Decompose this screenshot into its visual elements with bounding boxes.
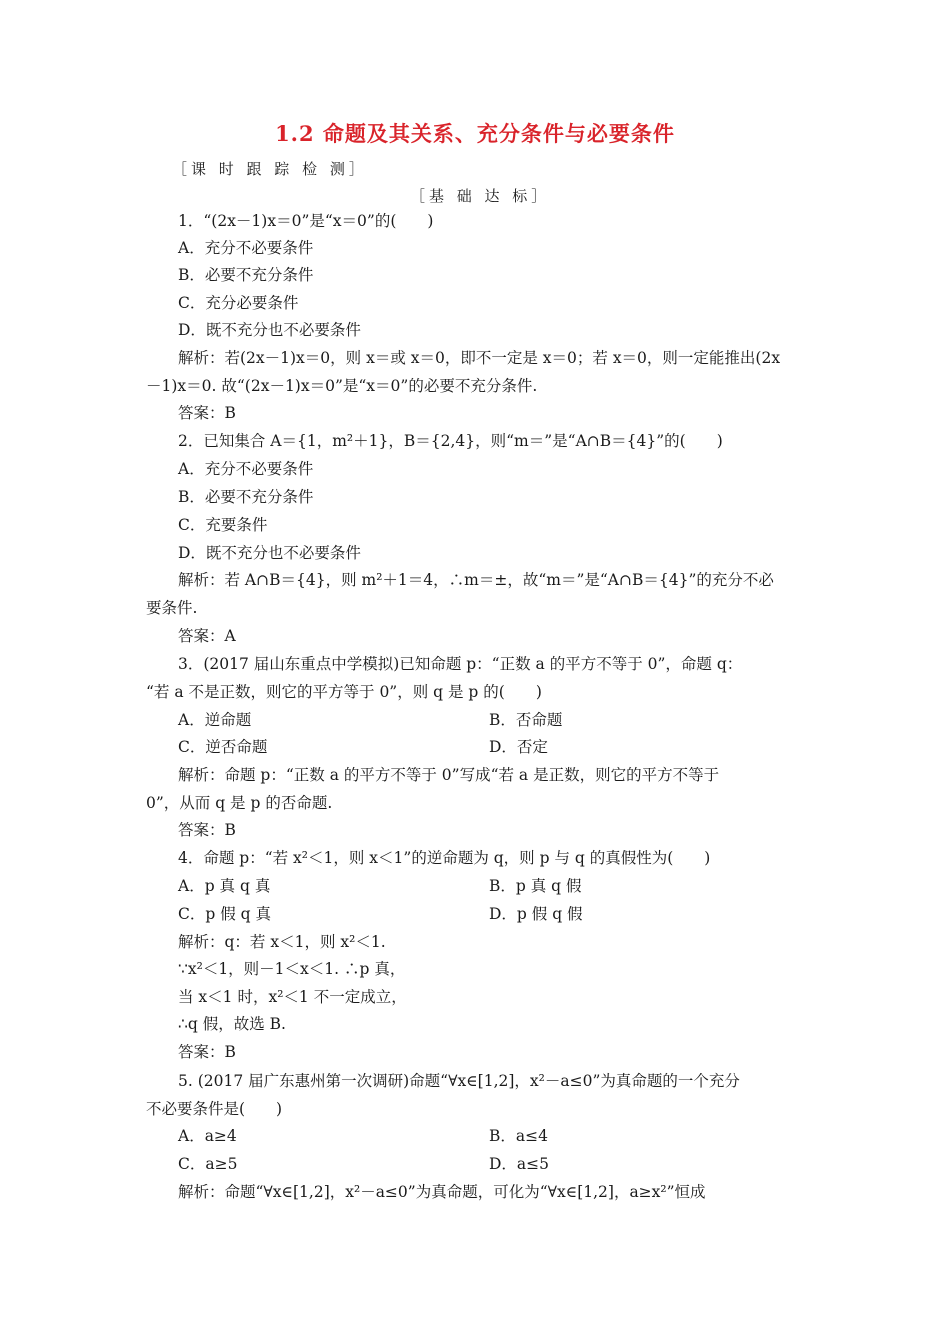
- q5-analysis-line: 解析：命题“∀x∈[1,2]，x²－a≤0”为真命题，可化为“∀x∈[1,2]，a≥x²”恒成: [178, 1183, 706, 1201]
- q4-analysis-line: 解析：q：若 x＜1，则 x²＜1.: [178, 933, 386, 951]
- q4-option-c: C．p 假 q 真: [178, 905, 271, 923]
- q4-analysis-line: ∴q 假，故选 B.: [178, 1015, 286, 1033]
- q3-option-d: D．否定: [489, 738, 548, 756]
- q3-stem: “若 a 不是正数，则它的平方等于 0”，则 q 是 p 的( ): [146, 683, 542, 701]
- q1-analysis-line: －1)x＝0. 故“(2x－1)x＝0”是“x＝0”的必要不充分条件.: [146, 377, 538, 395]
- q1-option-d: D．既不充分也不必要条件: [178, 321, 361, 339]
- q3-answer: 答案：B: [178, 821, 236, 839]
- page-title: 1.2 命题及其关系、充分条件与必要条件: [275, 121, 675, 146]
- q3-stem: 3．(2017 届山东重点中学模拟)已知命题 p：“正数 a 的平方不等于 0”，命题 q：: [178, 655, 743, 673]
- q2-option-d: D．既不充分也不必要条件: [178, 544, 361, 562]
- q4-stem: 4．命题 p：“若 x²＜1，则 x＜1”的逆命题为 q，则 p 与 q 的真假性为( ): [178, 849, 711, 867]
- q3-analysis-line: 0”，从而 q 是 p 的否命题.: [146, 794, 333, 812]
- q2-analysis-line: 解析：若 A∩B＝{4}，则 m²＋1＝4，∴m＝±，故“m＝”是“A∩B＝{4}”的充分不必: [178, 571, 774, 589]
- q1-option-c: C．充分必要条件: [178, 294, 299, 312]
- q1-analysis-line: 解析：若(2x－1)x＝0，则 x＝或 x＝0，即不一定是 x＝0；若 x＝0，则一定能推出(2x: [178, 349, 781, 367]
- q5-option-c: C．a≥5: [178, 1155, 238, 1173]
- q2-option-a: A．充分不必要条件: [178, 460, 314, 478]
- section-tag: ［课 时 跟 踪 检 测］: [172, 160, 368, 178]
- q2-answer: 答案：A: [178, 627, 236, 645]
- q5-stem: 5. (2017 届广东惠州第一次调研)命题“∀x∈[1,2]，x²－a≤0”为真命题的一个充分: [178, 1072, 740, 1090]
- q5-option-d: D．a≤5: [489, 1155, 550, 1173]
- q2-option-c: C．充要条件: [178, 516, 268, 534]
- q5-option-a: A．a≥4: [178, 1127, 237, 1145]
- q2-option-b: B．必要不充分条件: [178, 488, 314, 506]
- q4-analysis-line: 当 x＜1 时，x²＜1 不一定成立，: [178, 988, 407, 1006]
- q2-analysis-line: 要条件.: [146, 599, 198, 617]
- q5-option-b: B．a≤4: [489, 1127, 548, 1145]
- q1-stem: 1．“(2x－1)x＝0”是“x＝0”的( ): [178, 212, 434, 230]
- q5-stem: 不必要条件是( ): [146, 1100, 283, 1118]
- q2-stem: 2．已知集合 A＝{1，m²＋1}，B＝{2,4}，则“m＝”是“A∩B＝{4}”的( ): [178, 432, 723, 450]
- q3-analysis-line: 解析：命题 p：“正数 a 的平方不等于 0”写成“若 a 是正数，则它的平方不等于: [178, 766, 720, 784]
- q1-option-a: A．充分不必要条件: [178, 239, 314, 257]
- q1-option-b: B．必要不充分条件: [178, 266, 314, 284]
- q4-analysis-line: ∵x²＜1，则－1＜x＜1. ∴p 真，: [178, 960, 406, 978]
- q3-option-b: B．否命题: [489, 711, 563, 729]
- q4-answer: 答案：B: [178, 1043, 236, 1061]
- q4-option-a: A．p 真 q 真: [178, 877, 271, 895]
- q1-answer: 答案：B: [178, 404, 236, 422]
- q3-option-a: A．逆命题: [178, 711, 252, 729]
- q4-option-b: B．p 真 q 假: [489, 877, 582, 895]
- q3-option-c: C．逆否命题: [178, 738, 268, 756]
- q4-option-d: D．p 假 q 假: [489, 905, 583, 923]
- subsection-tag: ［基 础 达 标］: [410, 187, 551, 205]
